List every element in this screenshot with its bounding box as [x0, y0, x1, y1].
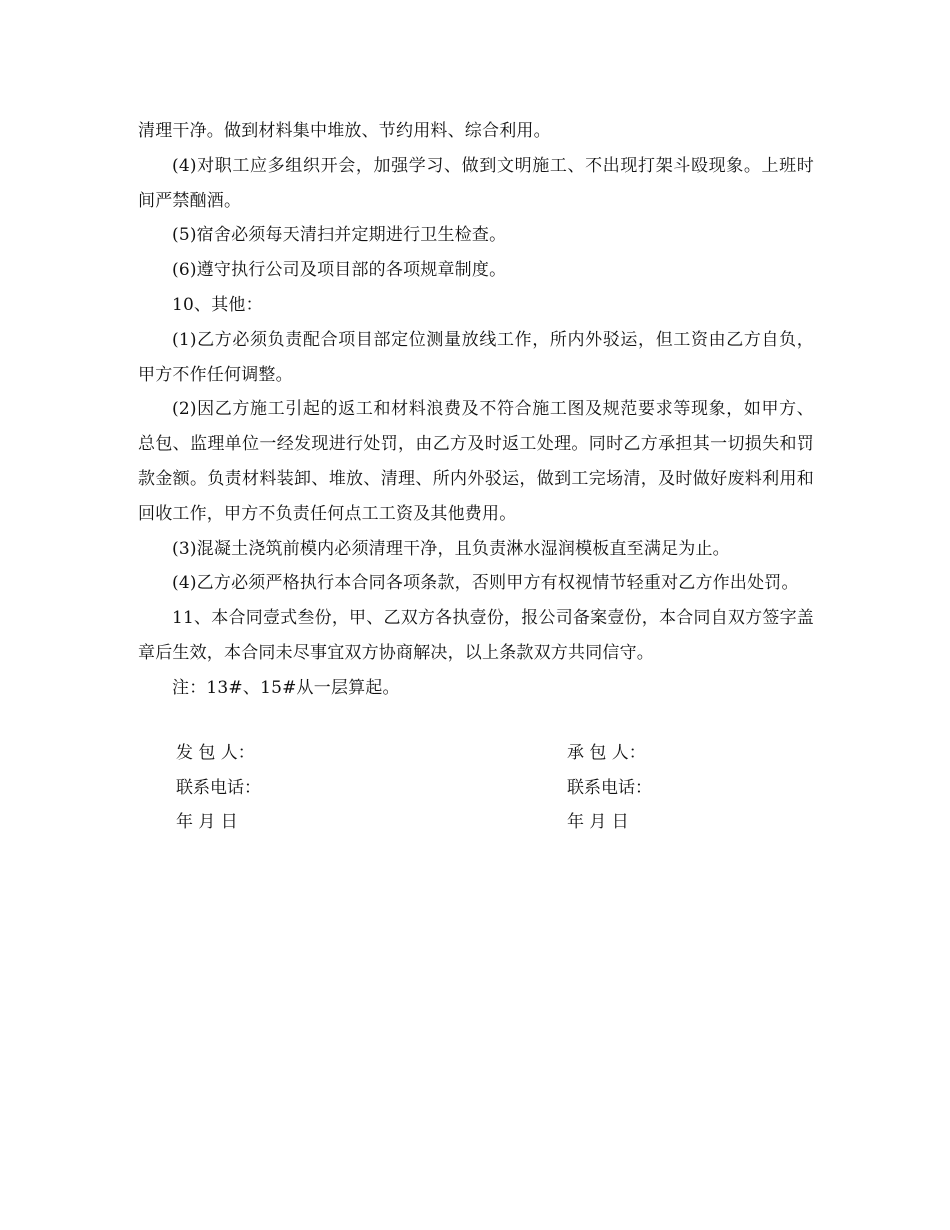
paragraph-6: (2)因乙方施工引起的返工和材料浪费及不符合施工图及规范要求等现象，如甲方、总包、监理单位一经发现进行处罚，由乙方及时返工处理。同时乙方承担其一切损失和罚款金额。负责材料装卸、堆放、清理、所内外驳运，做到工完场清，及时做好废料利用和回收工作，甲方不负责任何点工工资及其他费用。: [138, 399, 814, 524]
paragraph-9: 11、本合同壹式叁份，甲、乙双方各执壹份，报公司备案壹份，本合同自双方签字盖章后生效，本合同未尽事宜双方协商解决，以上条款双方共同信守。: [138, 608, 814, 663]
party-b-label: 承 包 人：: [567, 743, 646, 763]
paragraph-0: 清理干净。做到材料集中堆放、节约用料、综合利用。: [138, 121, 551, 141]
party-a-label: 发 包 人：: [176, 743, 255, 763]
party-b-date-label: 年 月 日: [567, 812, 629, 832]
paragraph-7: (3)混凝土浇筑前模内必须清理干净，且负责淋水湿润模板直至满足为止。: [172, 538, 730, 559]
party-a-phone-label: 联系电话：: [176, 778, 261, 798]
party-a-date-label: 年 月 日: [176, 812, 238, 832]
paragraph-8: (4)乙方必须严格执行本合同各项条款，否则甲方有权视情节轻重对乙方作出处罚。: [172, 573, 799, 594]
paragraph-4: 10、其他：: [172, 294, 263, 315]
contract-body: [138, 114, 814, 706]
party-b-phone-label: 联系电话：: [567, 778, 652, 798]
paragraph-2: (5)宿舍必须每天清扫并定期进行卫生检查。: [172, 225, 507, 246]
paragraph-5: (1)乙方必须负责配合项目部定位测量放线工作，所内外驳运，但工资由乙方自负，甲方不作任何调整。: [138, 329, 814, 385]
paragraph-10: 注：13#、15#从一层算起。: [172, 677, 400, 698]
paragraph-3: (6)遵守执行公司及项目部的各项规章制度。: [172, 260, 507, 281]
paragraph-1: (4)对职工应多组织开会，加强学习、做到文明施工、不出现打架斗殴现象。上班时间严禁酗酒。: [138, 155, 814, 211]
